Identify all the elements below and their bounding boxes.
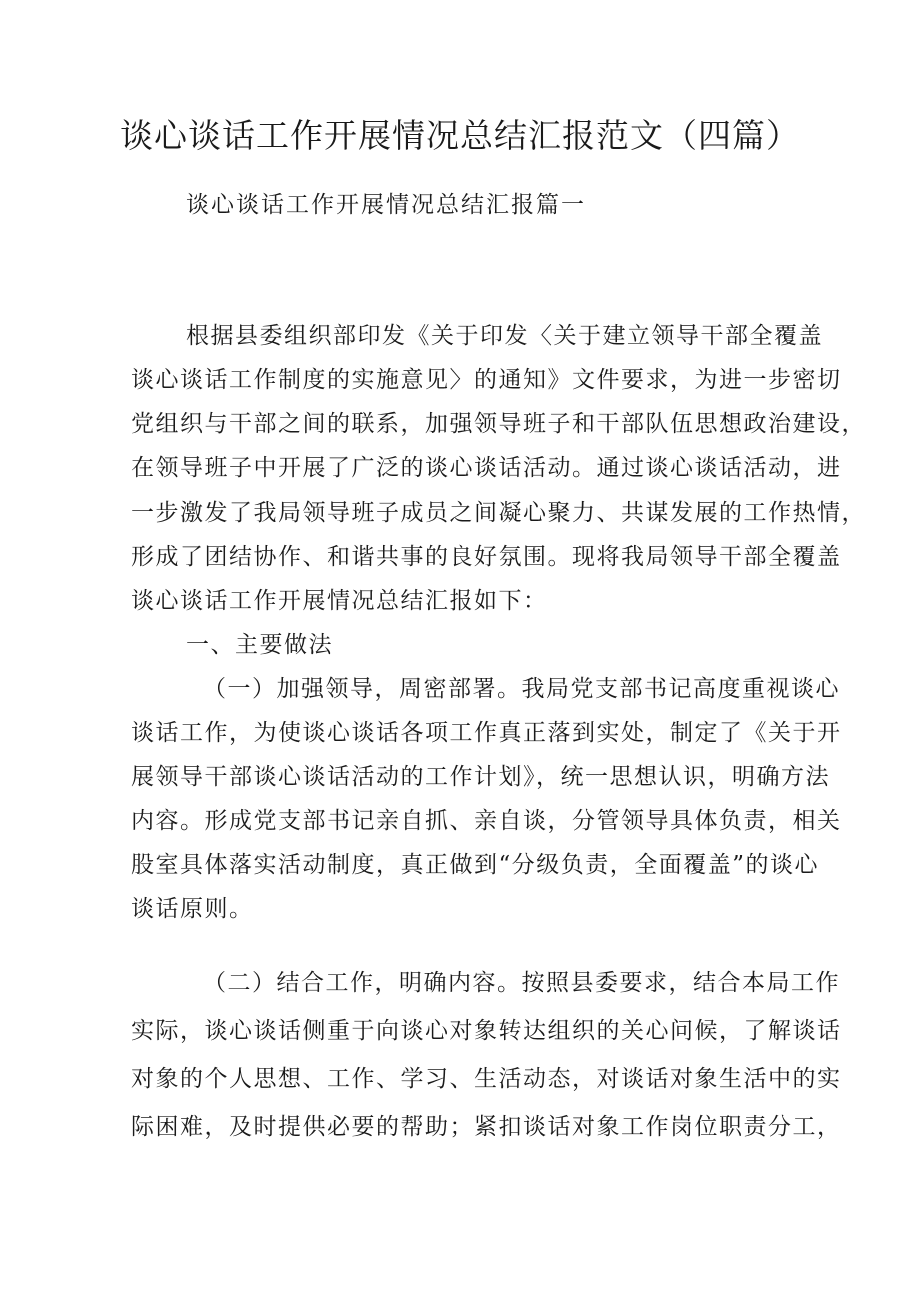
paragraph-line: 对象的个人思想、工作、学习、生活动态，对谈话对象生活中的实 [131, 1066, 842, 1092]
paragraph-line: 谈心谈话工作制度的实施意见〉的通知》文件要求，为进一步密切 [131, 367, 842, 393]
document-title: 谈心谈话工作开展情况总结汇报范文（四篇） [120, 116, 800, 155]
paragraph-line: （二）结合工作，明确内容。按照县委要求，结合本局工作 [203, 970, 840, 996]
paragraph-line: 内容。形成党支部书记亲自抓、亲自谈，分管领导具体负责，相关 [131, 808, 842, 834]
paragraph-line: 实际，谈心谈话侧重于向谈心对象转达组织的关心问候，了解谈话 [131, 1018, 842, 1044]
section-heading: 谈心谈话工作开展情况总结汇报篇一 [186, 192, 586, 218]
paragraph-line: 际困难，及时提供必要的帮助；紧扣谈话对象工作岗位职责分工， [131, 1114, 842, 1140]
paragraph-line: 股室具体落实活动制度，真正做到“分级负责，全面覆盖”的谈心 [131, 852, 820, 878]
paragraph-line: 党组织与干部之间的联系，加强领导班子和干部队伍思想政治建设， [131, 411, 866, 437]
paragraph-line: 在领导班子中开展了广泛的谈心谈话活动。通过谈心谈话活动，进 [131, 455, 842, 481]
paragraph-line: （一）加强领导，周密部署。我局党支部书记高度重视谈心 [203, 676, 840, 702]
paragraph-line: 展领导干部谈心谈话活动的工作计划》，统一思想认识，明确方法 [131, 764, 830, 790]
paragraph-line: 形成了团结协作、和谐共事的良好氛围。现将我局领导干部全覆盖 [131, 544, 842, 570]
paragraph-line: 谈话原则。 [131, 896, 254, 922]
paragraph-line: 根据县委组织部印发《关于印发〈关于建立领导干部全覆盖 [186, 323, 823, 349]
paragraph-line: 谈心谈话工作开展情况总结汇报如下： [131, 588, 548, 614]
paragraph-line: 谈话工作，为使谈心谈话各项工作真正落到实处，制定了《关于开 [131, 720, 842, 746]
paragraph-line: 一步激发了我局领导班子成员之间凝心聚力、共谋发展的工作热情， [131, 500, 866, 526]
subheading-line: 一、主要做法 [186, 632, 333, 658]
